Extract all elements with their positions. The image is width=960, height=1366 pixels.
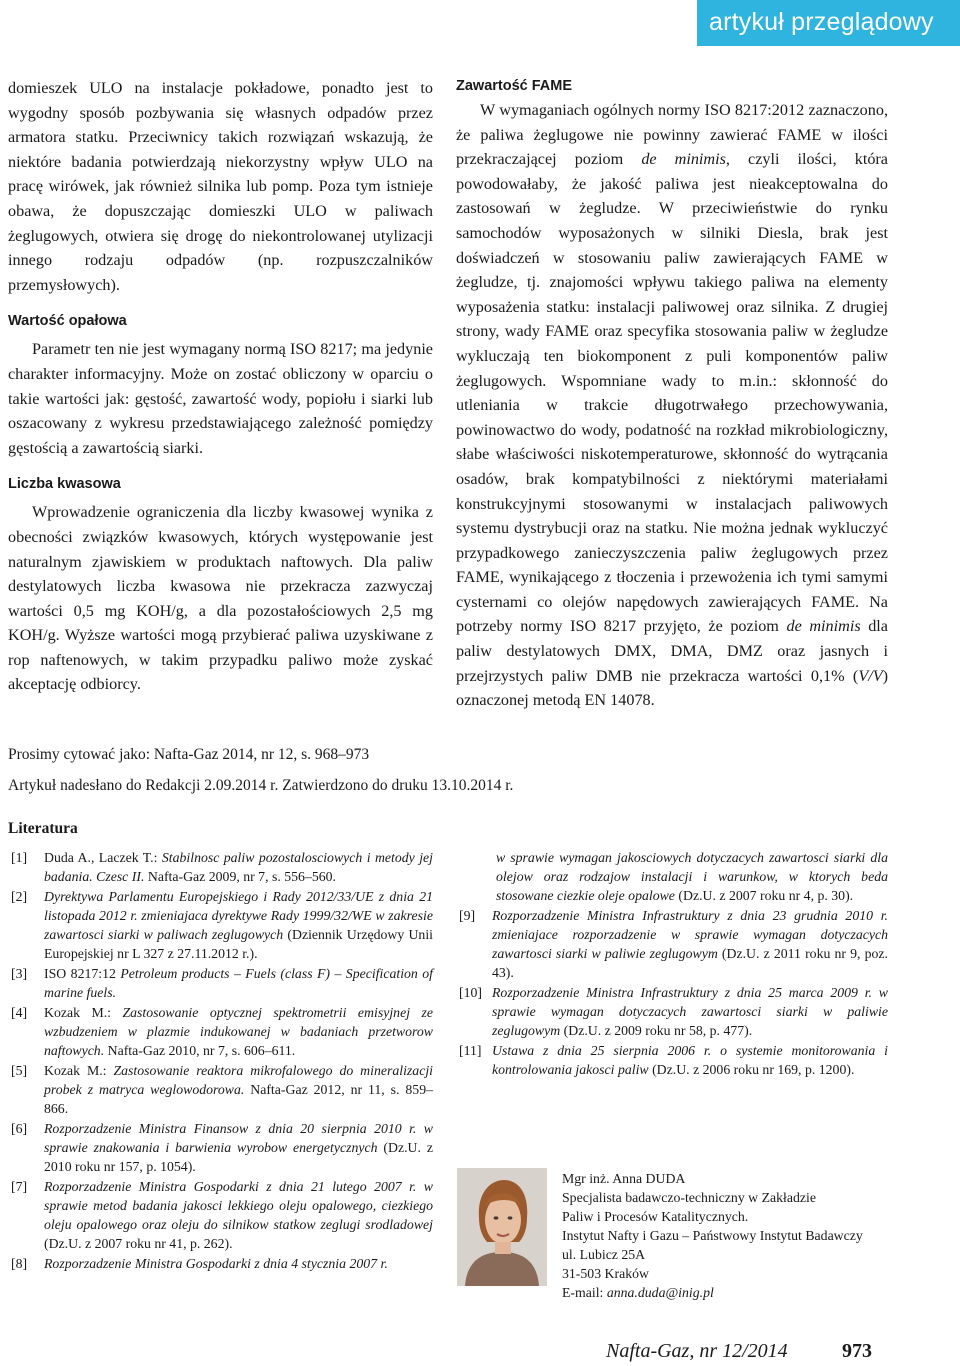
- reference-item: [8, 1254, 433, 1273]
- reference-details: Nafta-Gaz 2010, nr 7, s. 606–611.: [104, 1043, 296, 1058]
- intro-paragraph: domieszek ULO na instalacje pokładowe, ponadto jest to wygodny sposób pozbywania się własnych odpadów przez armatora statku. Przeciwnicy takich rozwiązań wskazują, że niektóre badania potwierdzają niekorzystny wpływ ULO na pracę wirówek, jak również silnika lub pomp. Poza tym istnieje obawa, że dopuszczając domieszki ULO w paliwach żeglugowych, otwiera się drogę do niekontrolowanej utylizacji innego rodzaju odpadów (np. rozpuszczalników przemysłowych).: [8, 79, 433, 294]
- page-number: 973: [842, 1340, 872, 1362]
- author-position: Specjalista badawczo-techniczny w Zakładzie: [562, 1190, 816, 1205]
- journal-name: Nafta-Gaz, nr 12/2014: [606, 1340, 788, 1362]
- reference-item: [8, 887, 433, 963]
- reference-details: (Dziennik Urzędowy Unii Europejskiej nr L 327 z 27.11.2012 r.).: [44, 927, 433, 961]
- acid-number-paragraph: Wprowadzenie ograniczenia dla liczby kwasowej wynika z obecności związków kwasowych, których występowanie jest naturalnym zjawiskiem w produktach naftowych. Dla paliw destylatowych liczba kwasowa nie przekracza zazwyczaj wartości 0,5 mg KOH/g, a dla pozostałościowych 2,5 mg KOH/g. Wyższe wartości mogą przybierać paliwa uzyskiwane z rop naftenowych, w takim przypadku paliwo może zyskać akceptację odbiorcy.: [8, 503, 433, 694]
- reference-item: [8, 1119, 433, 1176]
- reference-title: Petroleum products – Fuels (class F) – Specification of marine fuels.: [44, 966, 433, 1000]
- reference-number: [10]: [459, 985, 482, 1000]
- reference-number: [7]: [11, 1179, 28, 1194]
- reference-details: (Dz.U. z 2011 roku nr 9, poz. 43).: [492, 946, 888, 980]
- section-header-band: [697, 0, 960, 46]
- reference-item: [8, 964, 433, 1002]
- reference-item: [8, 1003, 433, 1060]
- reference-author: Kozak M.:: [44, 1005, 123, 1020]
- reference-number: [1]: [11, 850, 28, 865]
- author-portrait-image: [457, 1168, 547, 1286]
- author-department: Paliw i Procesów Katalitycznych.: [562, 1209, 749, 1224]
- reference-number: [3]: [11, 966, 28, 981]
- reference-details: Nafta-Gaz 2009, nr 7, s. 556–560.: [144, 869, 336, 884]
- fame-paragraph: W wymaganiach ogólnych normy ISO 8217:2012 zaznaczono, że paliwa żeglugowe nie powinny zawierać FAME w ilości przekraczającej poziom de minimis, czyli ilości, która powodowałaby, że jakość paliwa jest nieakceptowalna do zastosowań w żegludze. W przeciwieństwie do rynku samochodów wyposażonych w silniki Diesla, brak jest doświadczeń w stosowaniu paliw zawierających FAME w żegludze, tj. znajomości wpływu takiego paliwa na elementy wyposażenia statku: instalacji paliwowej oraz silnika. Z drugiej strony, wady FAME oraz specyfika stosowania paliw w żegludze wykluczają ten biokomponent z puli komponentów paliw żeglugowych. Wspomniane wady to m.in.: skłonność do utleniania w trakcie długotrwałego przechowywania, powinowactwo do wody, podatność na rozkład mikrobiologiczny, słabe właściwości niskotemperaturowe, skłonność do wytrącania osadów, brak kompatybilności z niektórymi materiałami konstrukcyjnymi stosowanymi w instalacjach paliwowych systemu dystrybucji oraz na statku. Nie można jednak wykluczyć przypadkowego zanieczyszczenia paliw żeglugowych przez FAME, wynikającego z tłoczenia i przewożenia ich tymi samymi cysternami co olejów napędowych zawierających FAME. Na potrzeby normy ISO 8217 przyjęto, że poziom de minimis dla paliw destylatowych DMX, DMA, DMZ oraz jasnych i przejrzystych paliw DMB nie przekracza wartości 0,1% (V/V) oznaczonej metodą EN 14078.: [456, 101, 888, 710]
- reference-number: [9]: [459, 908, 476, 923]
- section-label: artykuł przeglądowy: [709, 8, 934, 36]
- reference-title: Rozporzadzenie Ministra Infrastruktury z dnia 23 grudnia 2010 r. zmieniajace rozporzadzenie w sprawie wymagan dotyczacych zawartosci siarki w paliwie zeglugowym: [492, 908, 888, 961]
- citation-line: Prosimy cytować jako: Nafta-Gaz 2014, nr 12, s. 968–973: [8, 746, 370, 763]
- reference-title: Ustawa z dnia 25 sierpnia 2006 r. o systemie monitorowania i kontrolowania jakosci paliw: [492, 1043, 888, 1077]
- references-right: [456, 848, 888, 1080]
- reference-item: [8, 1061, 433, 1118]
- author-info: [562, 1169, 863, 1302]
- author-name: Mgr inż. Anna DUDA: [562, 1171, 686, 1186]
- calorific-value-paragraph: Parametr ten nie jest wymagany normą ISO 8217; ma jedynie charakter informacyjny. Może on zostać obliczony w oparciu o takie wartości jak: gęstość, zawartość wody, popiołu i siarki lub oszacowany z wykresu przedstawiającego zależność pomiędzy gęstością a zawartością siarki.: [8, 340, 433, 457]
- right-column: [456, 76, 888, 713]
- reference-number: [2]: [11, 889, 28, 904]
- literature-title: Literatura: [8, 820, 78, 837]
- reference-author: Kozak M.:: [44, 1063, 114, 1078]
- heading-fame-content: Zawartość FAME: [456, 78, 573, 94]
- reference-title: Rozporzadzenie Ministra Gospodarki z dnia 4 stycznia 2007 r.: [44, 1256, 388, 1271]
- reference-details: (Dz.U. z 2006 roku nr 169, p. 1200).: [648, 1062, 855, 1077]
- reference-number: [4]: [11, 1005, 28, 1020]
- author-email-link[interactable]: anna.duda@inig.pl: [606, 1285, 714, 1300]
- author-photo: [457, 1168, 547, 1286]
- submission-dates-line: Artykuł nadesłano do Redakcji 2.09.2014 r. Zatwierdzono do druku 13.10.2014 r.: [8, 777, 514, 794]
- reference-item: [456, 983, 888, 1040]
- author-institute: Instytut Nafty i Gazu – Państwowy Instytut Badawczy: [562, 1228, 863, 1243]
- reference-title: Rozporzadzenie Ministra Infrastruktury z dnia 25 marca 2009 r. w sprawie wymagan dotyczacych zawartosci siarki w paliwie zeglugowym: [492, 985, 888, 1038]
- reference-number: [8]: [11, 1256, 28, 1271]
- reference-number: [5]: [11, 1063, 28, 1078]
- reference-details: Nafta-Gaz 2012, nr 11, s. 859–866.: [44, 1082, 434, 1116]
- reference-title: Dyrektywa Parlamentu Europejskiego i Rady 2012/33/UE z dnia 21 listopada 2012 r. zmieniajaca dyrektywe Rady 1999/32/WE w zakresie zawartosci siarki w paliwach zeglugowych: [44, 889, 433, 942]
- page-footer: [606, 1340, 872, 1363]
- reference-number: [11]: [459, 1043, 482, 1058]
- reference-item: [456, 906, 888, 982]
- reference-details: (Dz.U. z 2010 roku nr 157, p. 1054).: [44, 1140, 433, 1174]
- reference-details: (Dz.U. z 2007 roku nr 41, p. 262).: [44, 1236, 233, 1251]
- reference-item: [456, 1041, 888, 1079]
- reference-title: Stabilnosc paliw pozostalosciowych i metody jej badania. Czesc II.: [44, 850, 433, 884]
- reference-author: Duda A., Laczek T.:: [44, 850, 162, 865]
- reference-number: [6]: [11, 1121, 28, 1136]
- reference-title: Zastosowanie reaktora mikrofalowego do mineralizacji probek z matryca weglowodorowa.: [44, 1063, 433, 1097]
- reference-title: Rozporzadzenie Ministra Gospodarki z dnia 21 lutego 2007 r. w sprawie metod badania jakosci lekkiego oleju opalowego, ciezkiego oleju opalowego oraz oleju do silnikow statkow zeglugi srodladowej: [44, 1179, 433, 1232]
- reference-item: [8, 848, 433, 886]
- reference-details: (Dz.U. z 2009 roku nr 58, p. 477).: [560, 1023, 753, 1038]
- reference-item: [8, 1177, 433, 1253]
- reference-item-8-continued: w sprawie wymagan jakosciowych dotyczacych zawartosci siarki dla olejow oraz rodzajow instalacji i warunkow, w ktorych beda stosowane ciezkie oleje opalowe (Dz.U. z 2007 roku nr 4, p. 30).: [496, 850, 888, 903]
- reference-title: Rozporzadzenie Ministra Finansow z dnia 20 sierpnia 2010 r. w sprawie znakowania i barwienia wyrobow energetycznych: [44, 1121, 433, 1155]
- left-column: [8, 76, 433, 697]
- author-street: ul. Lubicz 25A: [562, 1247, 646, 1262]
- author-email-line: E-mail: anna.duda@inig.pl: [562, 1285, 714, 1300]
- heading-acid-number: Liczba kwasowa: [8, 476, 121, 493]
- reference-author: ISO 8217:12: [44, 966, 121, 981]
- references-left: [8, 848, 433, 1274]
- reference-title: Zastosowanie optycznej spektrometrii emisyjnej ze wzbudzeniem w plazmie indukowanej w badaniach przetworow naftowych.: [44, 1005, 433, 1058]
- heading-calorific-value: Wartość opałowa: [8, 313, 127, 330]
- author-city: 31-503 Kraków: [562, 1266, 649, 1281]
